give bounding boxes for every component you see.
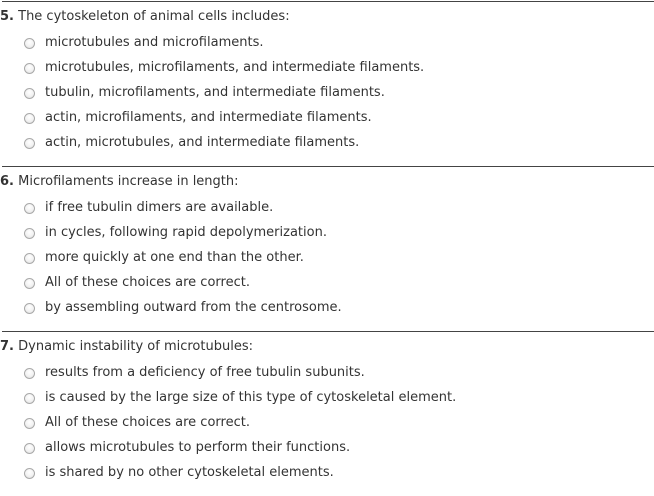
answer-label: actin, microfilaments, and intermediate filaments. (45, 110, 372, 125)
question-prompt (0, 339, 253, 355)
answer-option[interactable] (22, 108, 372, 128)
answer-option[interactable] (22, 248, 304, 268)
radio-button[interactable] (24, 468, 35, 479)
question-text: The cytoskeleton of animal cells includes: (18, 9, 290, 24)
answer-label: is caused by the large size of this type of cytoskeletal element. (45, 390, 457, 405)
answer-label: results from a deficiency of free tubulin subunits. (45, 365, 365, 380)
answer-label: is shared by no other cytoskeletal elements. (45, 465, 334, 480)
radio-button[interactable] (24, 393, 35, 404)
answer-label: microtubules, microfilaments, and intermediate filaments. (45, 60, 425, 75)
answer-option[interactable] (22, 438, 350, 458)
answer-label: tubulin, microfilaments, and intermediate filaments. (45, 85, 385, 100)
question-divider (2, 1, 654, 2)
radio-button[interactable] (24, 368, 35, 379)
answer-label: actin, microtubules, and intermediate filaments. (45, 135, 360, 150)
radio-button[interactable] (24, 418, 35, 429)
answer-option[interactable] (22, 33, 263, 53)
answer-option[interactable] (22, 273, 250, 293)
answer-label: in cycles, following rapid depolymerization. (45, 225, 327, 240)
radio-button[interactable] (24, 253, 35, 264)
radio-button[interactable] (24, 443, 35, 454)
answer-option[interactable] (22, 413, 250, 433)
question-7 (0, 330, 654, 495)
radio-button[interactable] (24, 278, 35, 289)
answer-option[interactable] (22, 133, 359, 153)
answer-option[interactable] (22, 463, 334, 483)
radio-button[interactable] (24, 228, 35, 239)
answer-option[interactable] (22, 298, 342, 318)
answer-label: if free tubulin dimers are available. (45, 200, 274, 215)
answer-label: All of these choices are correct. (45, 275, 250, 290)
question-number: 5. (0, 9, 14, 24)
question-number: 6. (0, 174, 14, 189)
answer-option[interactable] (22, 83, 385, 103)
question-prompt (0, 174, 239, 190)
radio-button[interactable] (24, 38, 35, 49)
answer-label: more quickly at one end than the other. (45, 250, 304, 265)
answer-label: allows microtubules to perform their functions. (45, 440, 351, 455)
question-divider (2, 166, 654, 167)
answer-option[interactable] (22, 223, 327, 243)
answer-option[interactable] (22, 388, 456, 408)
radio-button[interactable] (24, 138, 35, 149)
question-5 (0, 0, 654, 165)
radio-button[interactable] (24, 203, 35, 214)
question-6 (0, 165, 654, 330)
answer-label: microtubules and microfilaments. (45, 35, 264, 50)
radio-button[interactable] (24, 303, 35, 314)
question-divider (2, 331, 654, 332)
answer-label: by assembling outward from the centrosome. (45, 300, 342, 315)
radio-button[interactable] (24, 88, 35, 99)
question-text: Dynamic instability of microtubules: (18, 339, 253, 354)
answer-option[interactable] (22, 363, 365, 383)
question-text: Microfilaments increase in length: (18, 174, 239, 189)
answer-option[interactable] (22, 198, 273, 218)
radio-button[interactable] (24, 63, 35, 74)
question-prompt (0, 9, 290, 25)
radio-button[interactable] (24, 113, 35, 124)
answer-option[interactable] (22, 58, 424, 78)
question-number: 7. (0, 339, 14, 354)
answer-label: All of these choices are correct. (45, 415, 250, 430)
